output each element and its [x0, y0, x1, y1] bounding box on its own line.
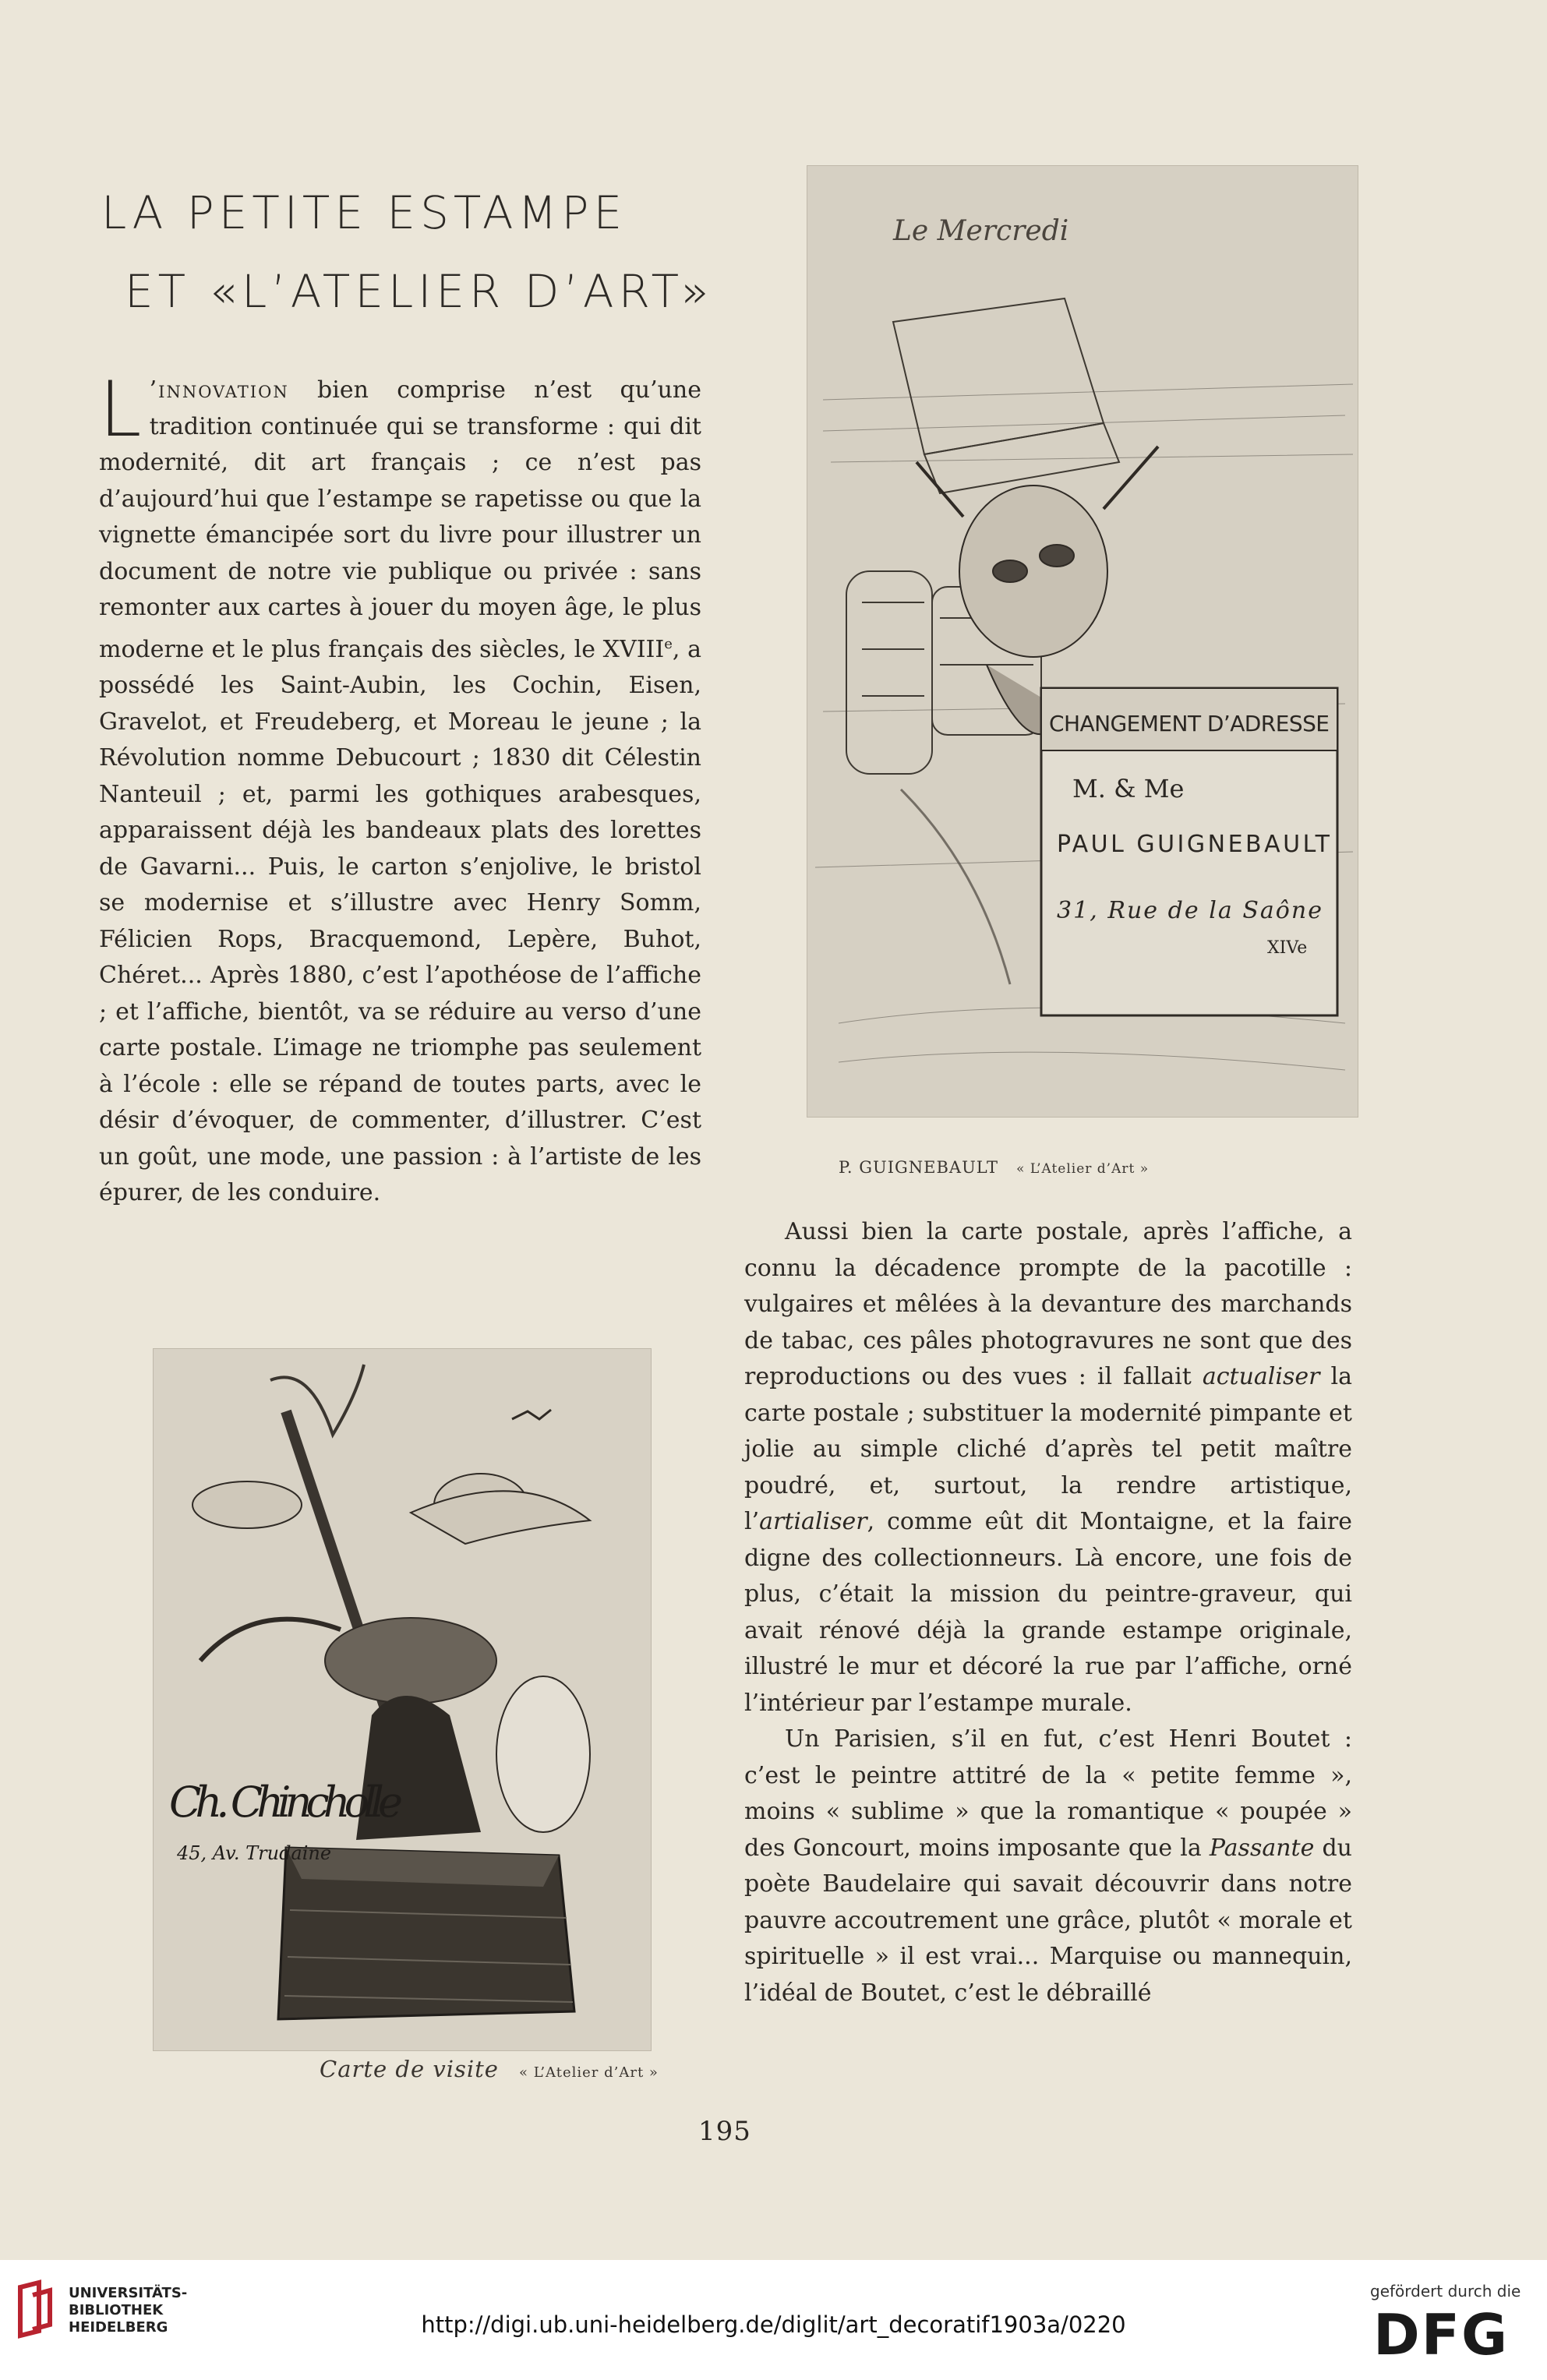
figure1-artist: P. GUIGNEBAULT: [839, 1158, 999, 1177]
left-column-text: [99, 365, 701, 1212]
sign-salutation: M. & Me: [1072, 774, 1185, 803]
drop-cap: L: [99, 365, 142, 454]
sign-name: PAUL GUIGNEBAULT: [1057, 831, 1330, 858]
figure2-title: Carte de visite: [320, 2056, 499, 2082]
figure2-source: « L’Atelier d’Art »: [518, 2064, 659, 2081]
right-paragraph-2: Un Parisien, s’il en fut, c’est Henri Boutet : c’est le peintre attitré de la « petite femme », moins « sublime » que la romantique « poupée » des Goncourt, moins imposante que la Passante du poète Baudelaire qui savait découvrir dans notre pauvre accoutrement une grâce, plutôt « morale et spirituelle » il est vrai... Marquise ou mannequin, l’idéal de Boutet, c’est le débraillé: [744, 1725, 1353, 2007]
etching-illustration: [807, 166, 1358, 1117]
permalink-url[interactable]: http://digi.ub.uni-heidelberg.de/diglit/art_decoratif1903a/0220: [421, 2311, 1126, 2338]
figure-guignebault-etching: [807, 165, 1358, 1118]
dfg-logo: DFG: [1373, 2302, 1510, 2368]
sign-heading: CHANGEMENT D’ADRESSE: [1049, 711, 1330, 736]
etching-inscription: Le Mercredi: [893, 215, 1069, 247]
right-column-text: [744, 1214, 1352, 2011]
article-title-line1: LA PETITE ESTAMPE: [101, 186, 627, 239]
left-paragraph-part2: , a possédé les Saint-Aubin, les Cochin, Eisen, Gravelot, et Freudeberg, et Moreau le jeune ; la Révolution nomme Debucourt ; 1830 dit Célestin Nanteuil ; et, parmi les gothiques arabesques, apparaissent déjà les bandeaux plats des lorettes de Gavarni... Puis, le carton s’enjolive, le bristol se modernise et s’illustre avec Henry Somm, Félicien Rops, Bracquemond, Lepère, Buhot, Chéret... Après 1880, c’est l’apothéose de l’affiche ; et l’affiche, bientôt, va se réduire au verso d’une carte postale. L’image ne triomphe pas seulement à l’école : elle se répand de toutes parts, avec le désir d’évoquer, de commenter, d’illustrer. C’est un goût, une mode, une passion : à l’artiste de les épurer, de les conduire.: [99, 635, 701, 1206]
figure-visiting-card: [153, 1348, 652, 2051]
article-title-line2: ET «L’ATELIER D’ART»: [125, 265, 714, 318]
funding-note: gefördert durch die: [1370, 2282, 1521, 2301]
library-name: UNIVERSITÄTS- BIBLIOTHEK HEIDELBERG: [69, 2285, 188, 2336]
sign-arrondissement: XIVe: [1267, 938, 1308, 958]
sign-address: 31, Rue de la Saône: [1057, 897, 1322, 924]
right-paragraph-1: Aussi bien la carte postale, après l’affiche, a connu la décadence prompte de la pacotille : vulgaires et mêlées à la devanture des marchands de tabac, ces pâles photogravures ne sont que des reproductions ou des vues : il fallait actualiser la carte postale ; substituer la modernité pimpante et jolie au simple cliché d’après tel petit maître poudré, et, surtout, la rendre artistique, l’artialiser, comme eût dit Montaigne, et la faire digne des collectionneurs. Là encore, une fois de plus, c’était la mission du peintre-graveur, qui avait rénové déjà la grande estampe originale, illustré le mur et décoré la rue par l’affiche, orné l’intérieur par l’estampe murale.: [744, 1218, 1352, 1717]
visiting-card-illustration: [154, 1349, 651, 2050]
figure2-caption: [320, 2056, 659, 2082]
smallcaps-opening: ’innovation: [149, 376, 289, 404]
figure1-source: « L’Atelier d’Art »: [1016, 1161, 1150, 1177]
century-superscript: e: [664, 635, 673, 652]
card-signature: Ch. Chincholle: [169, 1778, 403, 1827]
page-number: 195: [698, 2116, 751, 2147]
left-paragraph-part1: bien comprise n’est qu’une tradition continuée qui se transforme : qui dit modernité, dit art français ; ce n’est pas d’aujourd’hui que l’estampe se rapetisse ou que la vignette émancipée sort du livre pour illustrer un document de notre vie publique ou privée : sans remonter aux cartes à jouer du moyen âge, le plus moderne et le plus français des siècles, le XVIII: [99, 376, 701, 663]
card-address: 45, Av. Trudaine: [177, 1842, 332, 1864]
figure1-caption: [839, 1158, 1149, 1177]
